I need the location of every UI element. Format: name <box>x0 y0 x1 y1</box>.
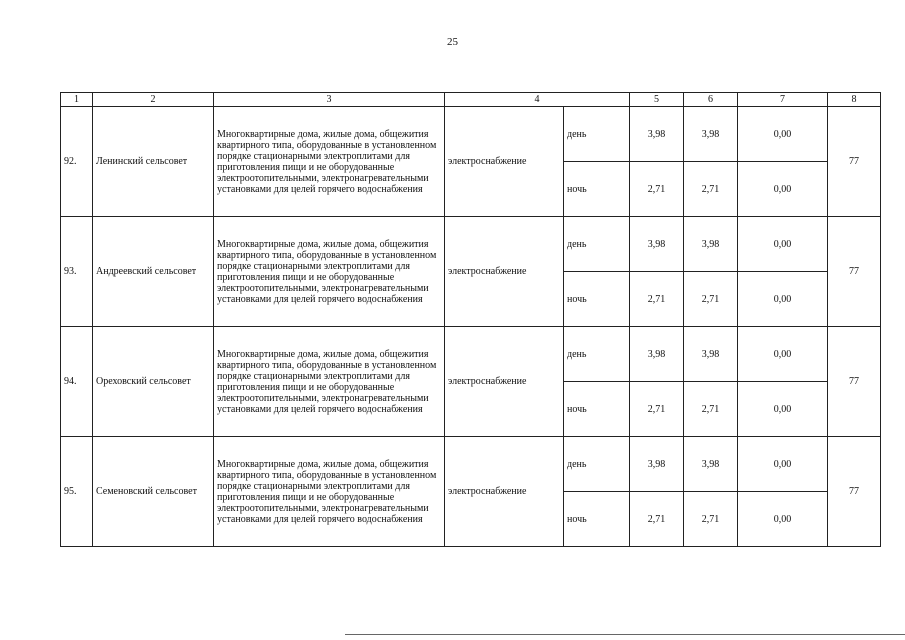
row-number: 94. <box>61 327 93 437</box>
value-col5: 3,98 <box>630 217 684 272</box>
service-type: электроснабжение <box>445 437 564 547</box>
settlement-name: Ленинский сельсовет <box>93 107 214 217</box>
column-header: 2 <box>93 93 214 107</box>
period-label: день <box>564 437 630 492</box>
period-label: ночь <box>564 272 630 327</box>
row-number: 93. <box>61 217 93 327</box>
value-col7: 0,00 <box>738 327 828 382</box>
value-col7: 0,00 <box>738 272 828 327</box>
value-col7: 0,00 <box>738 437 828 492</box>
consumer-description: Многоквартирные дома, жилые дома, общежития квартирного типа, оборудованные в установленном порядке стационарными электроплитами для приготовления пищи и не оборудованные электроотопительными, электронагревательными установками для целей горячего водоснабжения <box>214 327 445 437</box>
column-header: 3 <box>214 93 445 107</box>
value-col5: 2,71 <box>630 272 684 327</box>
header-row <box>61 93 881 107</box>
value-col8: 77 <box>828 217 881 327</box>
settlement-name: Семеновский сельсовет <box>93 437 214 547</box>
period-label: день <box>564 107 630 162</box>
consumer-description: Многоквартирные дома, жилые дома, общежития квартирного типа, оборудованные в установленном порядке стационарными электроплитами для приготовления пищи и не оборудованные электроотопительными, электронагревательными установками для целей горячего водоснабжения <box>214 107 445 217</box>
table-row <box>61 437 881 492</box>
column-header: 1 <box>61 93 93 107</box>
table-row <box>61 217 881 272</box>
value-col6: 3,98 <box>684 327 738 382</box>
period-label: день <box>564 327 630 382</box>
value-col5: 3,98 <box>630 437 684 492</box>
value-col7: 0,00 <box>738 217 828 272</box>
value-col5: 2,71 <box>630 382 684 437</box>
value-col6: 2,71 <box>684 382 738 437</box>
table-row <box>61 327 881 382</box>
value-col5: 2,71 <box>630 162 684 217</box>
service-type: электроснабжение <box>445 327 564 437</box>
value-col6: 3,98 <box>684 217 738 272</box>
column-header: 5 <box>630 93 684 107</box>
tariff-table <box>60 92 881 547</box>
value-col8: 77 <box>828 437 881 547</box>
column-header: 8 <box>828 93 881 107</box>
row-number: 92. <box>61 107 93 217</box>
column-header: 6 <box>684 93 738 107</box>
table-row <box>61 107 881 162</box>
settlement-name: Ореховский сельсовет <box>93 327 214 437</box>
column-header: 7 <box>738 93 828 107</box>
value-col6: 2,71 <box>684 162 738 217</box>
settlement-name: Андреевский сельсовет <box>93 217 214 327</box>
value-col6: 2,71 <box>684 272 738 327</box>
value-col6: 3,98 <box>684 437 738 492</box>
period-label: день <box>564 217 630 272</box>
row-number: 95. <box>61 437 93 547</box>
value-col5: 3,98 <box>630 107 684 162</box>
value-col7: 0,00 <box>738 382 828 437</box>
value-col6: 3,98 <box>684 107 738 162</box>
value-col6: 2,71 <box>684 492 738 547</box>
column-header: 4 <box>445 93 630 107</box>
value-col5: 2,71 <box>630 492 684 547</box>
value-col7: 0,00 <box>738 162 828 217</box>
value-col8: 77 <box>828 327 881 437</box>
value-col7: 0,00 <box>738 107 828 162</box>
value-col5: 3,98 <box>630 327 684 382</box>
period-label: ночь <box>564 162 630 217</box>
period-label: ночь <box>564 492 630 547</box>
service-type: электроснабжение <box>445 107 564 217</box>
consumer-description: Многоквартирные дома, жилые дома, общежития квартирного типа, оборудованные в установленном порядке стационарными электроплитами для приготовления пищи и не оборудованные электроотопительными, электронагревательными установками для целей горячего водоснабжения <box>214 437 445 547</box>
consumer-description: Многоквартирные дома, жилые дома, общежития квартирного типа, оборудованные в установленном порядке стационарными электроплитами для приготовления пищи и не оборудованные электроотопительными, электронагревательными установками для целей горячего водоснабжения <box>214 217 445 327</box>
page-number: 25 <box>447 36 458 48</box>
period-label: ночь <box>564 382 630 437</box>
value-col7: 0,00 <box>738 492 828 547</box>
service-type: электроснабжение <box>445 217 564 327</box>
value-col8: 77 <box>828 107 881 217</box>
page-edge-divider <box>345 634 905 635</box>
